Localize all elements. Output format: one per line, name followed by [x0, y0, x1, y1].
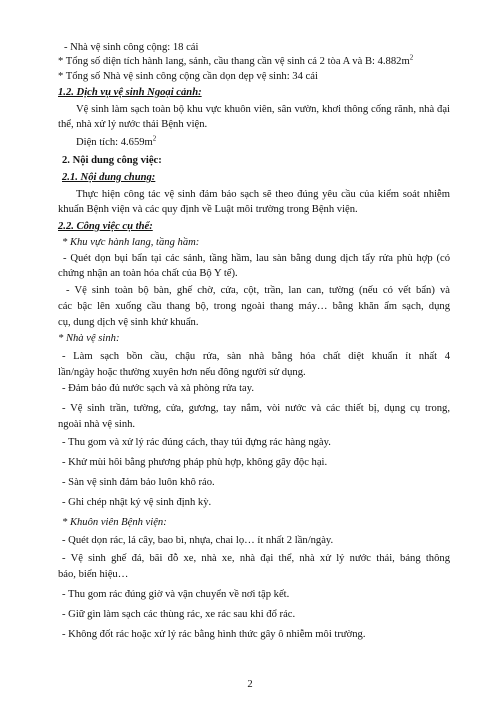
paragraph-line: - Vệ sinh trần, tường, cửa, gương, tay nắm, vòi nước và các thiết bị, dụng cụ trong,: [62, 403, 450, 414]
paragraph-line: Thực hiện công tác vệ sinh đảm bảo sạch sẽ theo đúng yêu cầu của kiểm soát nhiễm: [76, 189, 450, 200]
section-2-heading: 2. Nội dung công việc:: [62, 155, 162, 166]
page-number: 2: [247, 679, 253, 690]
paragraph-line: - Làm sạch bồn cầu, chậu rửa, sàn nhà bằng hóa chất diệt khuẩn ít nhất 4: [62, 351, 450, 362]
paragraph-line: - Vệ sinh toàn bộ bàn, ghế chờ, cửa, cột, trần, lan can, tường (nếu có vết bẩn) và: [66, 285, 450, 296]
paragraph-line: cụ, dung dịch vệ sinh khử khuẩn.: [58, 317, 199, 328]
subsection-toilet-heading: * Nhà vệ sinh:: [58, 333, 120, 344]
outdoor-area-sup: 2: [152, 134, 157, 143]
toilet-count-line: - Nhà vệ sinh công cộng: 18 cái: [64, 42, 199, 53]
paragraph-line: - Sàn vệ sinh đảm bảo luôn khô ráo.: [62, 477, 215, 488]
paragraph-line: Vệ sinh làm sạch toàn bộ khu vực khuôn viên, sân vườn, khơi thông cống rãnh, nhà đại: [76, 104, 450, 115]
paragraph-line: - Đảm bảo đủ nước sạch và xà phòng rửa tay.: [62, 383, 255, 394]
section-1-2-heading: 1.2. Dịch vụ vệ sinh Ngoại cảnh:: [58, 87, 202, 98]
paragraph-line: - Ghi chép nhật ký vệ sinh định kỳ.: [62, 497, 212, 508]
paragraph-line: khuẩn Bệnh viện và các quy định về Luật môi trường trong Bệnh viện.: [58, 204, 358, 215]
paragraph-line: ngoài nhà vệ sinh.: [58, 419, 136, 430]
outdoor-area-line: [76, 136, 468, 149]
area-unit-sup: 2: [409, 53, 414, 62]
subsection-grounds-heading: * Khuôn viên Bệnh viện:: [62, 517, 167, 528]
section-2-2-heading: 2.2. Công việc cụ thể:: [58, 221, 153, 232]
toilet-total-line: * Tổng số Nhà vệ sinh công cộng cần dọn dẹp vệ sinh: 34 cái: [58, 71, 318, 82]
paragraph-line: - Giữ gìn làm sạch các thùng rác, xe rác sau khi đổ rác.: [62, 609, 296, 620]
paragraph-line: - Thu gom và xử lý rác đúng cách, thay túi đựng rác hàng ngày.: [62, 437, 331, 448]
paragraph-line: - Thu gom rác đúng giờ và vận chuyển về nơi tập kết.: [62, 589, 290, 600]
paragraph-line: báo, biển hiệu…: [58, 569, 129, 580]
paragraph-line: thể, nhà xử lý nước thải Bệnh viện.: [58, 119, 208, 130]
paragraph-line: - Quét dọn rác, lá cây, bao bì, nhựa, chai lọ… ít nhất 2 lần/ngày.: [62, 535, 334, 546]
paragraph-line: - Không đốt rác hoặc xử lý rác bằng hình thức gây ô nhiễm môi trường.: [62, 629, 366, 640]
section-2-1-heading: 2.1. Nội dung chung:: [62, 172, 156, 183]
outdoor-area-text: Diện tích: 4.659m: [76, 137, 153, 148]
paragraph-line: - Khử mùi hôi bằng phương pháp phù hợp, không gây độc hại.: [62, 457, 328, 468]
paragraph-line: - Quét dọn bụi bẩn tại các sảnh, tầng hầm, lau sàn bằng dung dịch tẩy rửa phù hợp (có: [63, 253, 450, 264]
subsection-corridor-heading: * Khu vực hành lang, tầng hầm:: [62, 237, 200, 248]
area-total-line: [58, 55, 450, 68]
area-total-text: * Tổng số diện tích hành lang, sảnh, cầu thang cần vệ sinh cả 2 tòa A và B: 4.882m: [58, 56, 410, 67]
paragraph-line: chứng nhận an toàn hóa chất của Bộ Y tế).: [58, 268, 238, 279]
paragraph-line: - Vệ sinh ghế đá, bãi đỗ xe, nhà xe, nhà đại thể, nhà xử lý nước thải, bảng thông: [62, 553, 450, 564]
paragraph-line: lần/ngày hoặc thường xuyên hơn nếu đông người sử dụng.: [58, 367, 306, 378]
paragraph-line: các bậc lên xuống cầu thang bộ, trong ngoài thang máy… bằng khăn ẩm sạch, dụng: [58, 301, 450, 312]
